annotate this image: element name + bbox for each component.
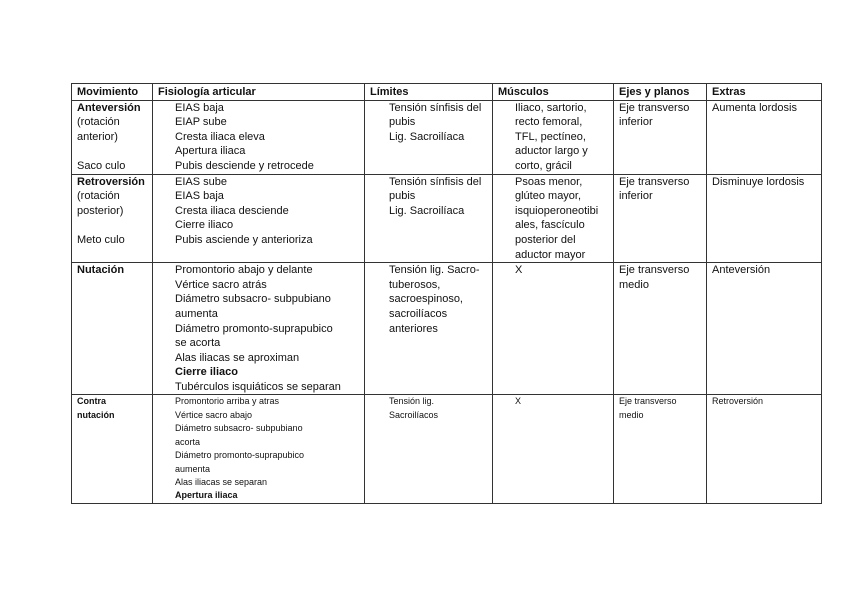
movement-table xyxy=(71,83,822,504)
movement-name: Nutación xyxy=(77,264,125,277)
musculos-cell: X xyxy=(493,395,614,503)
movement-name: Retroversión xyxy=(77,175,145,188)
header-row xyxy=(72,84,822,101)
header-extras: Extras xyxy=(707,84,822,101)
fisiologia-cell: Promontorio arriba y atras Vértice sacro abajo Diámetro subsacro- subpubiano acorta Diámetro promonto-suprapubico aumenta Alas iliacas se separan Apertura iliaca xyxy=(153,395,365,503)
movimiento-cell: Contra nutación xyxy=(72,395,153,503)
ejes-cell: Eje transverso inferior xyxy=(614,100,707,174)
table-row xyxy=(72,395,822,503)
movimiento-cell xyxy=(72,263,153,395)
header-musculos: Músculos xyxy=(493,84,614,101)
extras-cell: Aumenta lordosis xyxy=(707,100,822,174)
limites-cell: Tensión lig. Sacro- tuberosos, sacroespinoso, sacroilíacos anteriores xyxy=(365,263,493,395)
limites-cell: Tensión lig. Sacroilíacos xyxy=(365,395,493,503)
movimiento-cell: Retroversión (rotación posterior) Meto culo xyxy=(72,174,153,263)
table-row xyxy=(72,100,822,174)
musculos-cell: X xyxy=(493,263,614,395)
movement-note: Meto culo xyxy=(77,233,125,246)
header-movimiento: Movimiento xyxy=(72,84,153,101)
header-limites: Límites xyxy=(365,84,493,101)
ejes-cell: Eje transverso medio xyxy=(614,263,707,395)
extras-cell: Disminuye lordosis xyxy=(707,174,822,263)
limites-cell: Tensión sínfisis del pubis Lig. Sacroilíaca xyxy=(365,174,493,263)
ejes-cell: Eje transverso inferior xyxy=(614,174,707,263)
header-fisiologia: Fisiología articular xyxy=(153,84,365,101)
fisiologia-cell: EIAS sube EIAS baja Cresta iliaca desciende Cierre iliaco Pubis asciende y anterioriza xyxy=(153,174,365,263)
ejes-cell: Eje transverso medio xyxy=(614,395,707,503)
fisiologia-cell: EIAS baja EIAP sube Cresta iliaca eleva Apertura iliaca Pubis desciende y retrocede xyxy=(153,100,365,174)
musculos-cell: Psoas menor, glúteo mayor, isquioperoneotibi ales, fascículo posterior del aductor mayor xyxy=(493,174,614,263)
extras-cell: Anteversión xyxy=(707,263,822,395)
table-row xyxy=(72,263,822,395)
musculos-cell: Iliaco, sartorio, recto femoral, TFL, pectíneo, aductor largo y corto, grácil xyxy=(493,100,614,174)
limites-cell: Tensión sínfisis del pubis Lig. Sacroilíaca xyxy=(365,100,493,174)
fisiologia-cell: Promontorio abajo y delante Vértice sacro atrás Diámetro subsacro- subpubiano aumenta Diámetro promonto-suprapubico se acorta Alas iliacas se aproximan Cierre iliaco Tubérculos isquiáticos se separan xyxy=(153,263,365,395)
movement-name: Contra xyxy=(77,396,106,407)
header-ejes: Ejes y planos xyxy=(614,84,707,101)
movement-name: Anteversión xyxy=(77,101,141,114)
movement-note: Saco culo xyxy=(77,159,126,172)
table-row xyxy=(72,174,822,263)
movimiento-cell: Anteversión (rotación anterior) Saco culo xyxy=(72,100,153,174)
extras-cell: Retroversión xyxy=(707,395,822,503)
